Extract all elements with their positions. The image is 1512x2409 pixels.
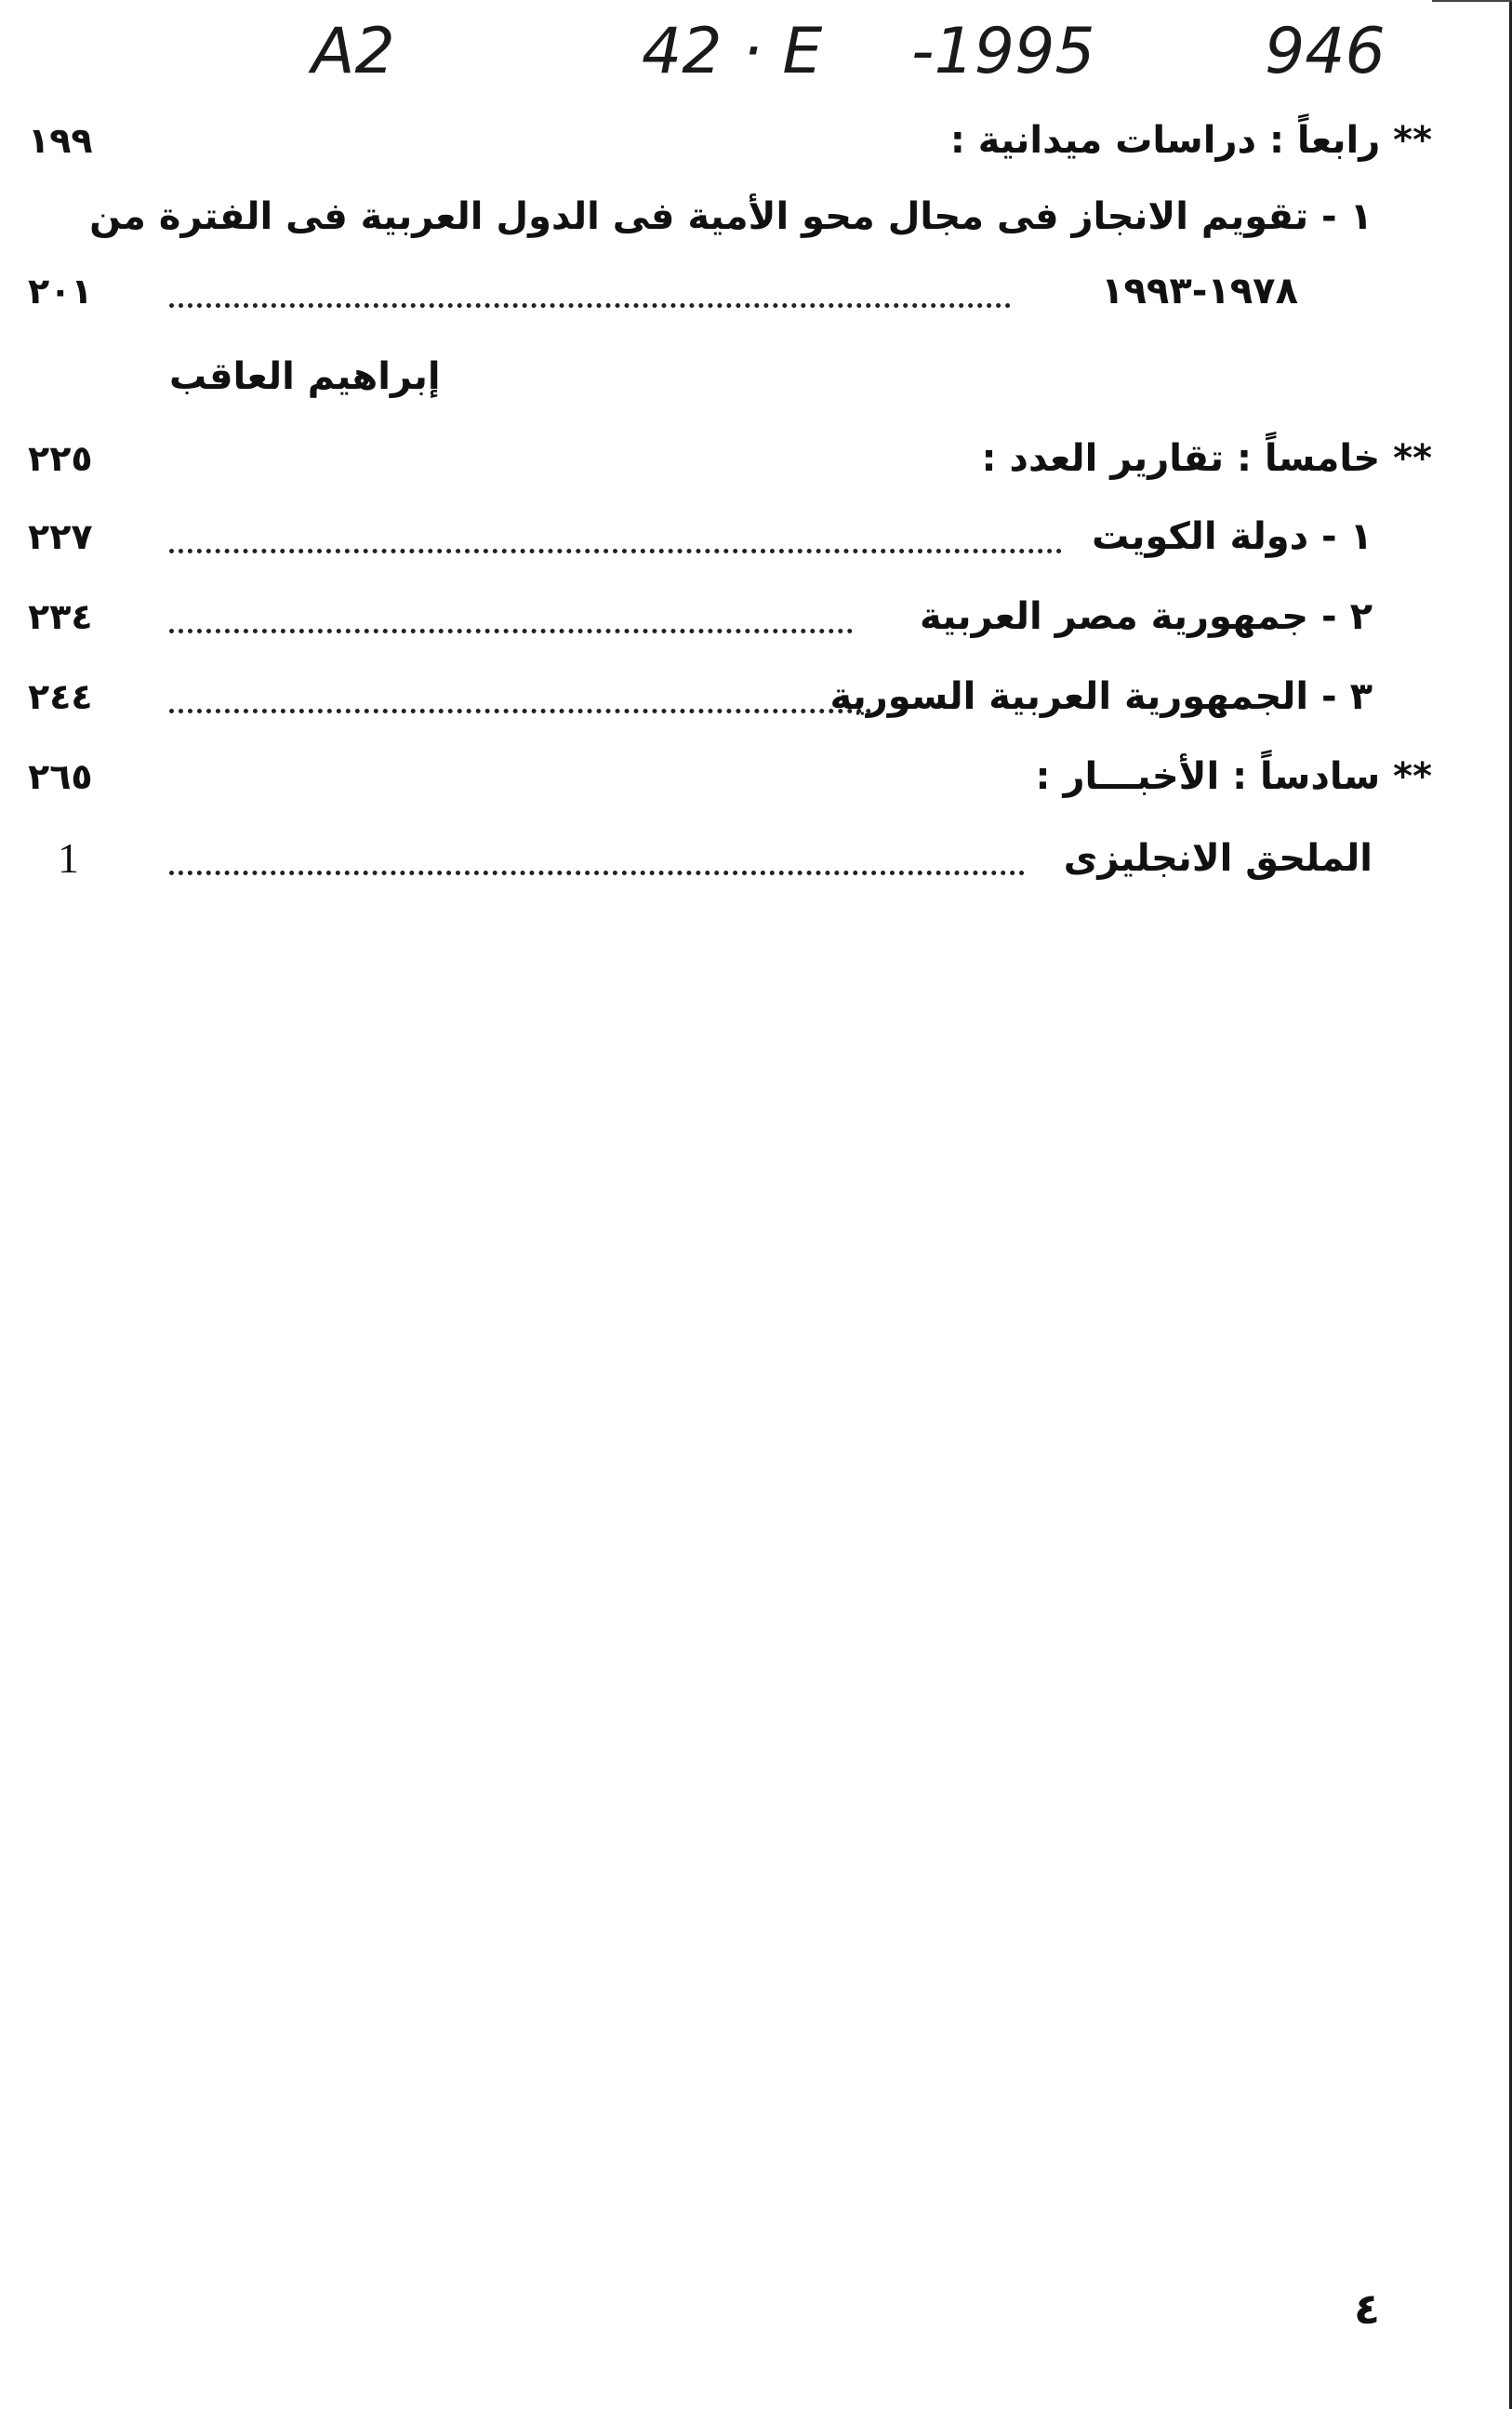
- toc-item-4-1-title: ١ - تقويم الانجاز فى مجال محو الأمية فى الدول العربية فى الفترة من: [89, 195, 1373, 238]
- toc-section-4-page: ١٩٩: [28, 120, 93, 161]
- toc-section-4-title: ** رابعاً : دراسات ميدانية :: [949, 119, 1432, 162]
- toc-item-4-1-years: ١٩٧٨-١٩٩٣: [1101, 270, 1298, 313]
- dot-leader: [169, 303, 1011, 308]
- toc-item-5-1: [0, 504, 1512, 569]
- toc-item-5-3: [0, 664, 1512, 729]
- toc-item-5-1-label: ١ - دولة الكويت: [1092, 515, 1373, 558]
- toc-section-5: [0, 426, 1512, 491]
- toc-item-5-3-label: ٣ - الجمهورية العربية السورية: [829, 675, 1373, 718]
- dot-leader: [169, 629, 853, 633]
- page-number: ٤: [1353, 2283, 1381, 2334]
- toc-item-4-1-page: ٢٠١: [28, 271, 93, 312]
- toc-section-5-page: ٢٢٥: [28, 438, 93, 479]
- toc-item-5-1-page: ٢٢٧: [28, 516, 93, 557]
- toc-section-6-page: ٢٦٥: [28, 756, 93, 797]
- toc-item-4-1-line2: [0, 259, 1512, 324]
- toc-item-4-1-line1: [0, 184, 1512, 249]
- toc-appendix-label: الملحق الانجليزى: [1063, 837, 1373, 880]
- handwritten-note-a: A2: [312, 15, 395, 88]
- toc-appendix-page: 1: [58, 834, 79, 882]
- handwritten-note-c: -1995: [911, 15, 1095, 88]
- handwritten-note-b: 42 · E: [642, 15, 823, 88]
- scan-edge-top: [1432, 0, 1512, 2]
- toc-section-6: [0, 744, 1512, 809]
- dot-leader: [169, 871, 1025, 875]
- toc-item-4-1-author: إبراهيم العاقب: [169, 355, 441, 398]
- toc-item-5-2: [0, 584, 1512, 649]
- toc-section-6-title: ** سادساً : الأخبـــار :: [1035, 755, 1432, 798]
- toc-item-5-2-page: ٢٣٤: [28, 596, 93, 637]
- dot-leader: [169, 709, 871, 713]
- toc-item-5-2-label: ٢ - جمهورية مصر العربية: [919, 595, 1373, 638]
- toc-section-4: [0, 108, 1512, 173]
- handwritten-note-d: 946: [1265, 15, 1386, 88]
- toc-section-5-title: ** خامساً : تقارير العدد :: [981, 437, 1432, 480]
- dot-leader: [169, 549, 1062, 553]
- toc-appendix: [0, 826, 1512, 891]
- toc-item-5-3-page: ٢٤٤: [28, 676, 93, 717]
- toc-item-4-1-author-row: [0, 344, 1512, 409]
